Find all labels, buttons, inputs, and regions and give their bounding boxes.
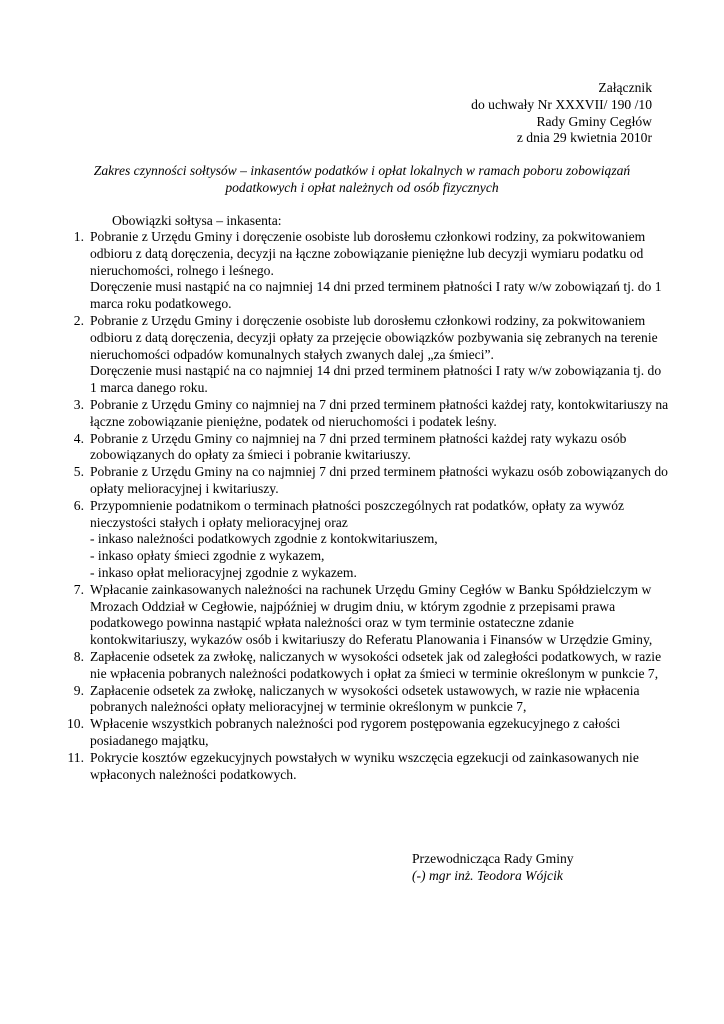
duty-text: Pobranie z Urzędu Gminy na co najmniej 7 dni przed terminem płatności wykazu osób zobowiązanych do opłaty melioracyjnej i kwitariuszy.	[90, 464, 668, 496]
duty-text: Pokrycie kosztów egzekucyjnych powstałych w wyniku wszczęcia egzekucji od zainkasowanych nie wpłaconych należności podatkowych.	[90, 749, 639, 782]
duty-text: Pobranie z Urzędu Gminy i doręczenie osobiste lub dorosłemu członkowi rodziny, za pokwitowaniem odbioru z datą doręczenia, decyzji opłaty za przejęcie obowiązków pozbywania się zebranych na terenie nieruchomości odpadów komunalnych stałych zwanych dalej „za śmieci”.	[90, 312, 658, 362]
signature-name: (-) mgr inż. Teodora Wójcik	[412, 867, 563, 883]
duty-text: Pobranie z Urzędu Gminy i doręczenie osobiste lub dorosłemu członkowi rodziny, za pokwitowaniem odbioru z datą doręczenia, decyzji na łączne zobowiązanie pieniężne lub decyzji wymiaru podatku od nieruchomości, rolnego i leśnego.	[90, 229, 646, 278]
duty-item	[60, 683, 670, 717]
duty-item	[60, 649, 670, 683]
duty-number: 6.	[73, 497, 84, 513]
duty-number: 9.	[73, 682, 84, 698]
duty-text: Zapłacenie odsetek za zwłokę, naliczanych w wysokości odsetek ustawowych, w razie nie wpłacenia pobranych należności opłaty melioracyjnej w terminie określonym w punkcie 7,	[90, 682, 640, 715]
duty-subitem: - inkaso opłaty śmieci zgodnie z wykazem,	[90, 548, 325, 564]
duty-item	[60, 229, 670, 313]
document-title: Zakres czynności sołtysów – inkasentów podatków i opłat lokalnych w ramach poboru zobowiązań podatkowych i opłat należnych od osób fizycznych	[93, 163, 631, 195]
duty-item	[60, 750, 670, 784]
duty-number: 4.	[73, 430, 84, 446]
duty-text: Wpłacanie zainkasowanych należności na rachunek Urzędu Gminy Cegłów w Banku Spółdzielczym w Mrozach Oddział w Cegłowie, najpóźniej w drugim dniu, w którym zgodnie z przepisami prawa podatkowego powinna nastąpić wpłata należności oraz w tym terminie ostateczne zdanie kontokwitariuszy, wykazów osób i kwitariuszy do Referatu Planowania i Finansów w Urzędzie Gminy,	[90, 581, 653, 648]
council-name: Rady Gminy Cegłów	[536, 113, 652, 129]
duty-text: Wpłacenie wszystkich pobranych należności pod rygorem postępowania egzekucyjnego z całości posiadanego majątku,	[90, 716, 621, 748]
duty-item	[60, 431, 670, 465]
duty-number: 11.	[67, 749, 84, 765]
attachment-header	[471, 80, 652, 147]
duty-text: Zapłacenie odsetek za zwłokę, naliczanych w wysokości odsetek jak od zaległości podatkowych, w razie nie wpłacenia pobranych należności podatkowych i opłat za śmieci w terminie określonym w punkcie 7,	[90, 648, 662, 681]
duty-number: 2.	[73, 312, 84, 328]
duty-text: Przypomnienie podatnikom o terminach płatności poszczególnych rat podatków, opłaty za wywóz nieczystości stałych i opłaty melioracyjnej oraz	[90, 497, 625, 530]
duty-note: Doręczenie musi nastąpić na co najmniej 14 dni przed terminem płatności I raty w/w zobowiązań tj. do 1 marca roku podatkowego.	[90, 279, 662, 312]
duties-intro: Obowiązki sołtysa – inkasenta:	[112, 213, 282, 228]
duty-subitem: - inkaso opłat melioracyjnej zgodnie z wykazem.	[90, 564, 357, 580]
duty-item	[60, 716, 670, 750]
duty-number: 8.	[73, 648, 84, 664]
duty-item	[60, 313, 670, 397]
duty-subitem: - inkaso należności podatkowych zgodnie z kontokwitariuszem,	[90, 531, 438, 547]
duty-text: Pobranie z Urzędu Gminy co najmniej na 7 dni przed terminem płatności każdej raty, kontokwitariuszy na łączne zobowiązanie pieniężne, podatek od nieruchomości i podatek leśny.	[90, 396, 669, 429]
duty-number: 1.	[73, 229, 84, 244]
attachment-label: Załącznik	[598, 80, 652, 95]
signature-role: Przewodnicząca Rady Gminy	[412, 851, 574, 866]
duty-item	[60, 582, 670, 649]
duty-number: 3.	[73, 396, 84, 412]
duty-number: 10.	[67, 716, 84, 732]
duty-note: Doręczenie musi nastąpić na co najmniej 14 dni przed terminem płatności I raty w/w zobowiązania tj. do 1 marca danego roku.	[90, 363, 662, 396]
resolution-number: do uchwały Nr XXXVII/ 190 /10	[471, 96, 652, 112]
duties-list	[60, 229, 670, 783]
duty-number: 7.	[73, 581, 84, 597]
duty-item	[60, 464, 670, 498]
resolution-date: z dnia 29 kwietnia 2010r	[516, 130, 652, 146]
duty-number: 5.	[73, 464, 84, 480]
duty-item	[60, 498, 670, 582]
duty-item	[60, 397, 670, 431]
duty-text: Pobranie z Urzędu Gminy co najmniej na 7 dni przed terminem płatności każdej raty wykazu osób zobowiązanych do opłaty za śmieci i pobranie kwitariuszy.	[90, 430, 627, 463]
signature-block	[412, 851, 574, 885]
